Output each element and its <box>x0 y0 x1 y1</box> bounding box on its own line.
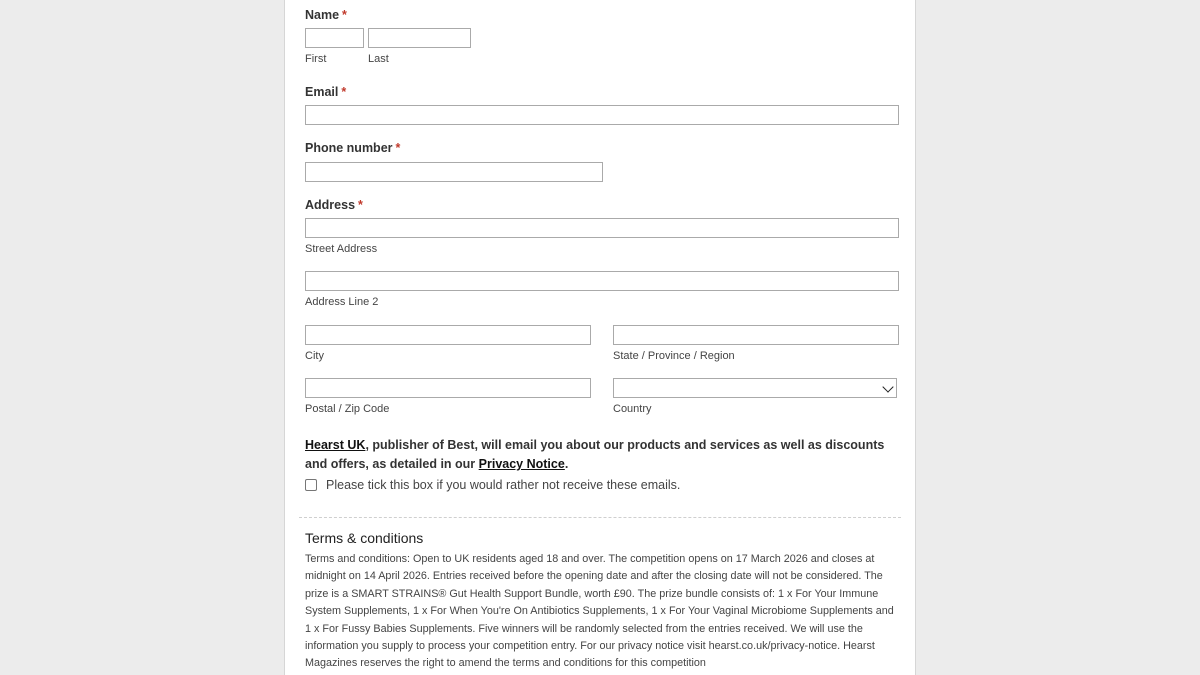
email-required-marker: * <box>341 85 347 99</box>
privacy-notice-link[interactable]: Privacy Notice <box>478 457 565 471</box>
state-input[interactable] <box>613 325 899 345</box>
first-name-input[interactable] <box>305 28 364 48</box>
email-optout-label: Please tick this box if you would rather not receive these emails. <box>326 478 681 492</box>
email-optout-row[interactable] <box>305 478 680 492</box>
first-name-sublabel: First <box>305 53 327 65</box>
postal-code-sublabel: Postal / Zip Code <box>305 403 390 415</box>
phone-label-text: Phone number <box>305 141 393 155</box>
address-line2-sublabel: Address Line 2 <box>305 296 379 308</box>
email-optout-checkbox[interactable] <box>305 479 317 491</box>
terms-title: Terms & conditions <box>305 530 424 546</box>
name-label-text: Name <box>305 8 340 22</box>
name-label <box>305 8 347 22</box>
country-select[interactable] <box>613 378 897 398</box>
city-input[interactable] <box>305 325 591 345</box>
address-label <box>305 198 363 212</box>
last-name-sublabel: Last <box>368 53 389 65</box>
street-address-input[interactable] <box>305 218 899 238</box>
email-input[interactable] <box>305 105 899 125</box>
address-required-marker: * <box>358 198 363 212</box>
last-name-input[interactable] <box>368 28 471 48</box>
marketing-consent-text <box>305 436 895 474</box>
street-address-sublabel: Street Address <box>305 243 378 255</box>
section-divider <box>299 517 901 518</box>
city-sublabel: City <box>305 350 324 362</box>
phone-required-marker: * <box>395 141 401 155</box>
name-required-marker: * <box>342 8 347 22</box>
address-line2-input[interactable] <box>305 271 899 291</box>
form-page <box>284 0 916 675</box>
consent-text-part1: , publisher of Best, will email you about our products and services as well as discounts and offers, as detailed in our <box>305 438 885 471</box>
address-label-text: Address <box>305 198 356 212</box>
email-label <box>305 85 346 99</box>
postal-code-input[interactable] <box>305 378 591 398</box>
terms-body: Terms and conditions: Open to UK residents aged 18 and over. The competition opens on 17 March 2026 and closes at midnight on 14 April 2026. Entries received before the opening date and after the closing date will not be considered. The prize is a SMART STRAINS® Gut Health Support Bundle, worth £90. The prize bundle consists of: 1 x For Your Immune System Supplements, 1 x For When You're On Antibiotics Supplements, 1 x For Your Vaginal Microbiome Supplements and 1 x For Fussy Babies Supplements. Five winners will be randomly selected from the entries received. We will use the information you supply to process your competition entry. For our privacy notice visit hearst.co.uk/privacy-notice. Hearst Magazines reserves the right to amend the terms and conditions for this competition <box>305 553 894 670</box>
consent-text-part2: . <box>564 457 569 471</box>
country-sublabel: Country <box>613 403 652 415</box>
phone-input[interactable] <box>305 162 603 182</box>
email-label-text: Email <box>305 85 339 99</box>
phone-label <box>305 141 400 155</box>
state-sublabel: State / Province / Region <box>613 350 735 362</box>
hearst-uk-link[interactable]: Hearst UK <box>305 438 366 452</box>
